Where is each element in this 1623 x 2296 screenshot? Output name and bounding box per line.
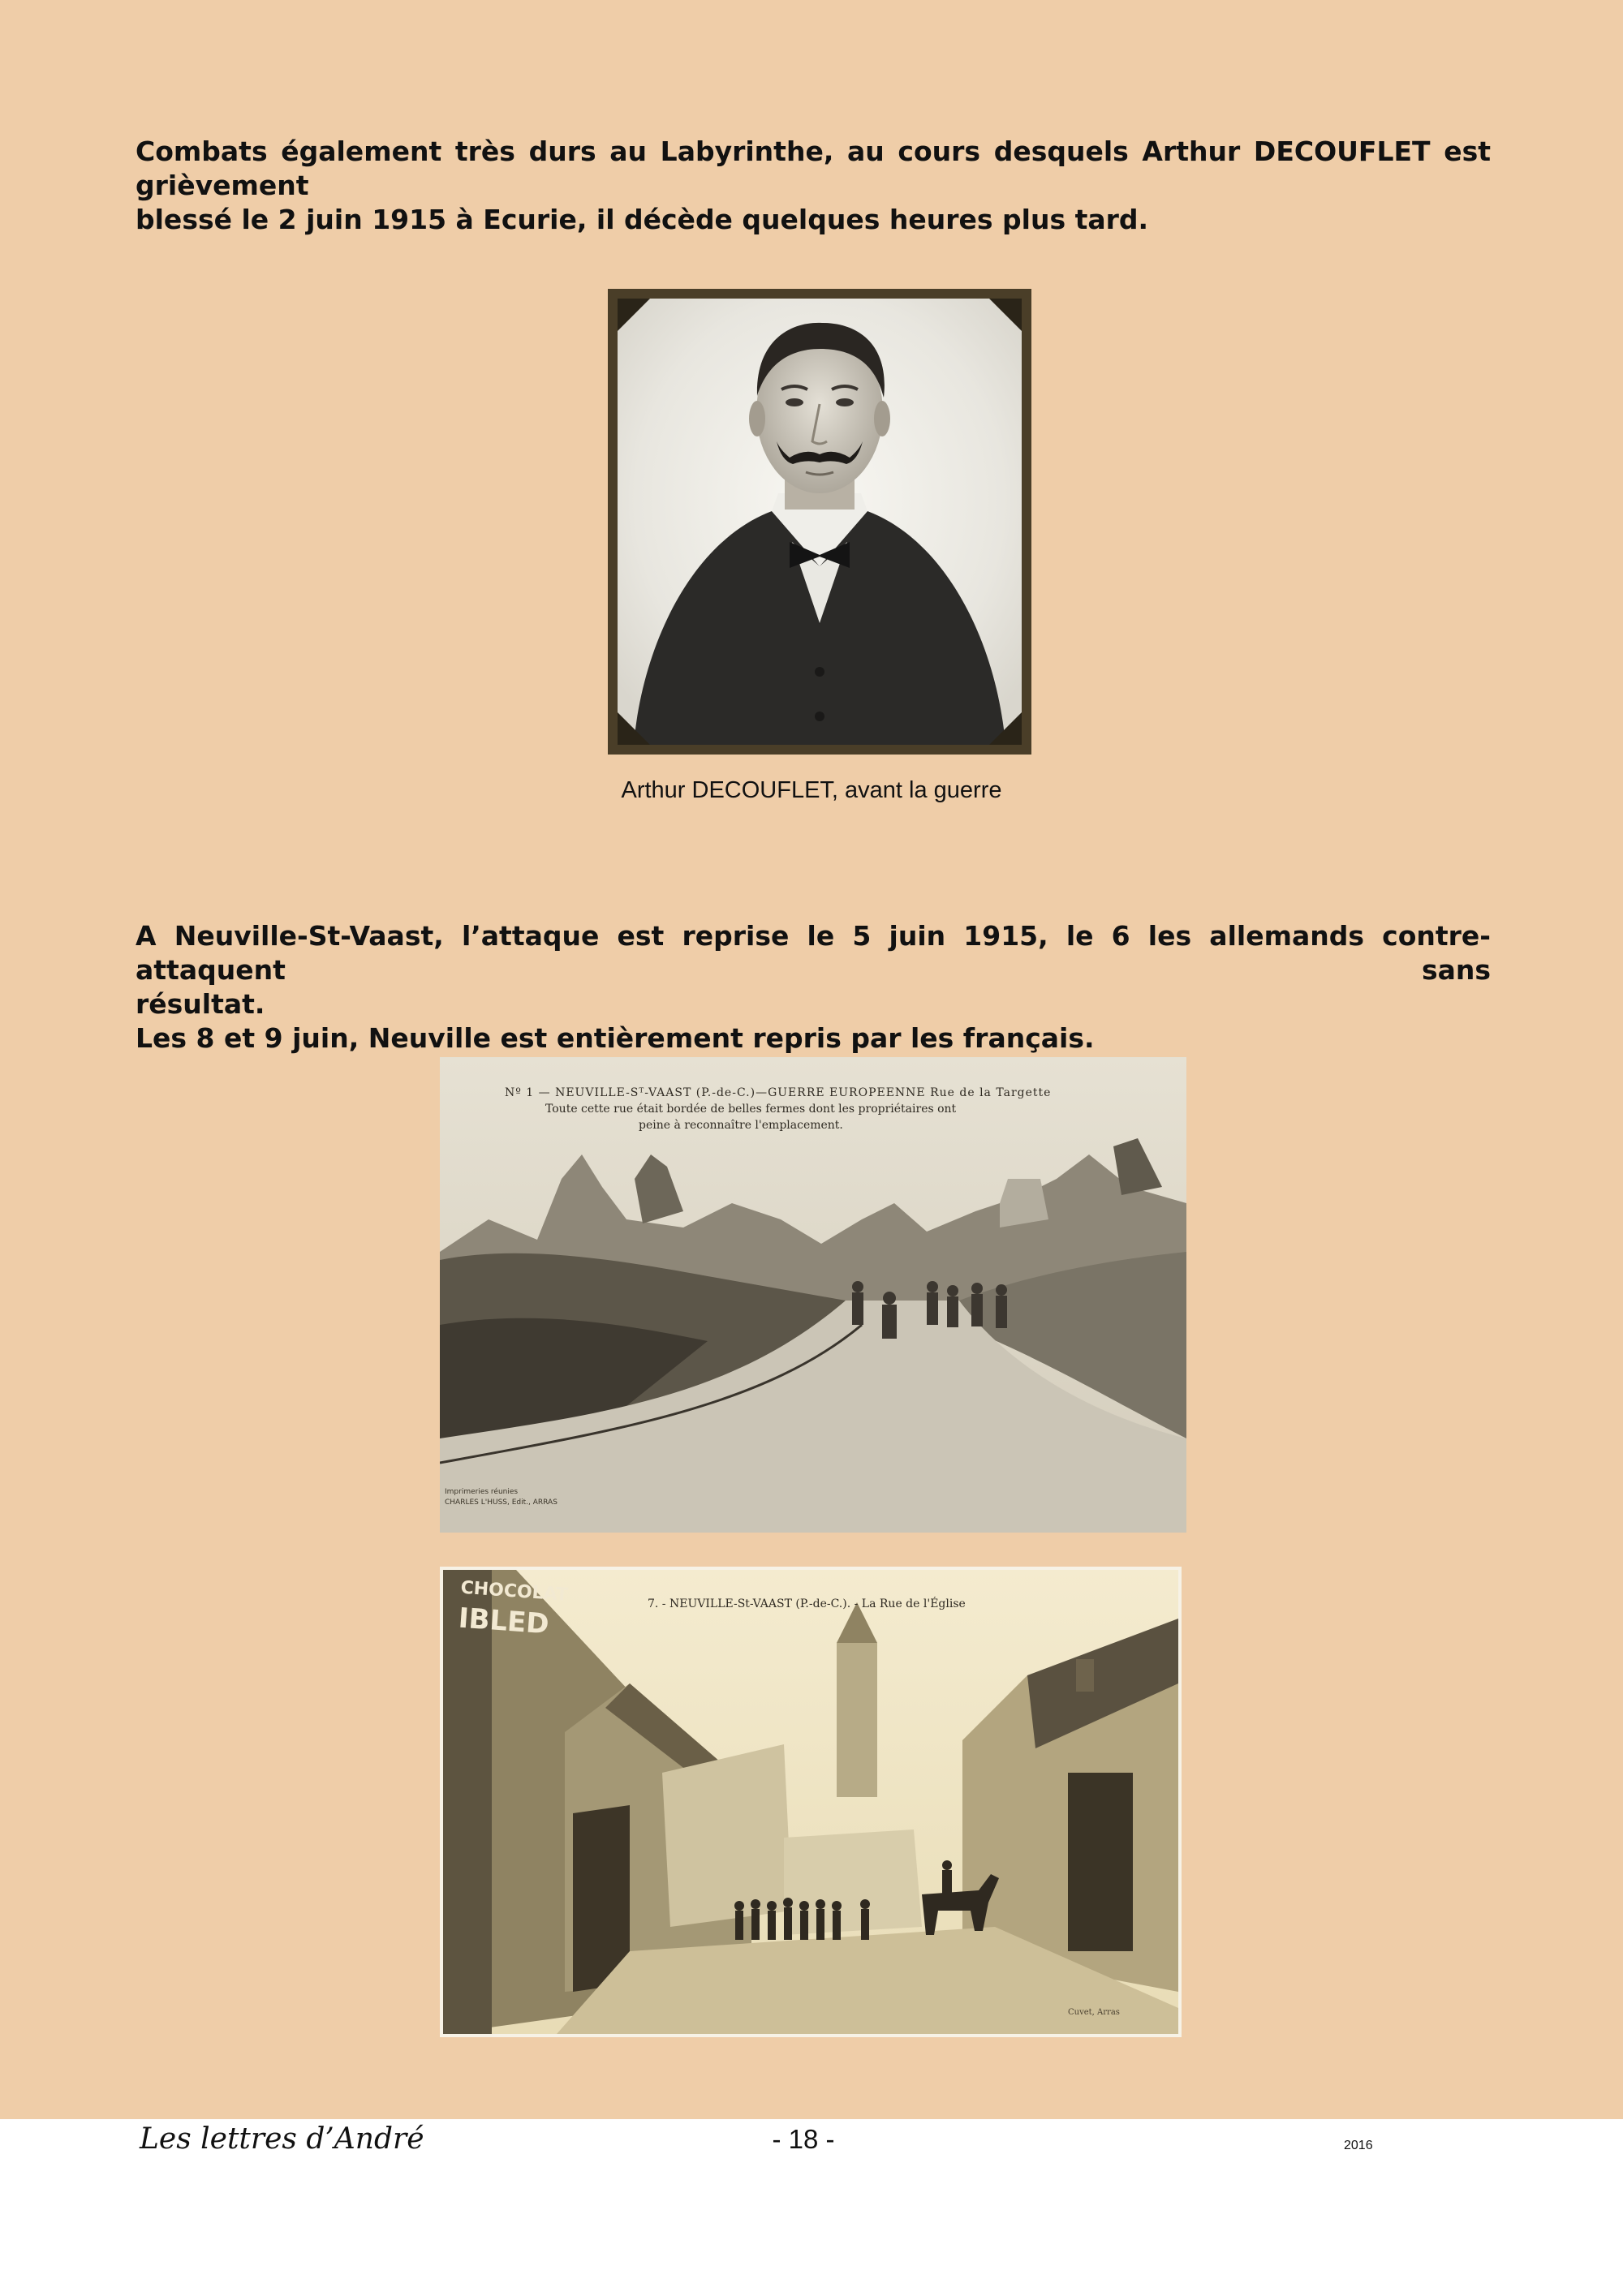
paragraph-line: Combats également très durs au Labyrinthe, au cours desquels Arthur DECOUFLET est grièvement (136, 135, 1491, 201)
sign-line: CHOCOLAT (459, 1577, 569, 1606)
postcard-caption-line: Nº 1 — NEUVILLE-Sᵀ-VAAST (P.-de-C.)—GUERRE EUROPEENNE Rue de la Targette (505, 1086, 1052, 1099)
postcard-caption: 7. - NEUVILLE-St-VAAST (P.-de-C.). - La Rue de l'Église (648, 1597, 966, 1610)
chocolat-ibled-sign (457, 1576, 569, 1641)
paragraph-line: A Neuville-St-Vaast, l’attaque est reprise le 5 juin 1915, le 6 les allemands contre-attaquent sans (136, 920, 1491, 986)
postcard-publisher: Cuvet, Arras (1068, 2008, 1120, 2017)
postcard-street-illustration (443, 1570, 1178, 2034)
paragraph-line: Les 8 et 9 juin, Neuville est entièrement repris par les français. (136, 1022, 1095, 1054)
postcard-rue-de-l-eglise (440, 1567, 1182, 2037)
paragraph-labyrinthe (136, 135, 1491, 237)
publisher-line: CHARLES L'HUSS, Edit., ARRAS (445, 1498, 558, 1507)
portrait-illustration (618, 299, 1022, 745)
paragraph-line: résultat. (136, 988, 265, 1020)
paragraph-line: blessé le 2 juin 1915 à Ecurie, il décède quelques heures plus tard. (136, 204, 1149, 235)
sign-line: IBLED (457, 1602, 550, 1641)
postcard-publisher (445, 1487, 558, 1508)
portrait-photo-frame (608, 289, 1031, 755)
portrait-photo (618, 299, 1022, 745)
footer-year: 2016 (1344, 2139, 1373, 2152)
paragraph-neuville (136, 919, 1491, 1056)
postcard-caption-line: peine à reconnaître l'emplacement. (639, 1119, 843, 1132)
portrait-caption: Arthur DECOUFLET, avant la guerre (621, 777, 1002, 803)
publisher-line: Imprimeries réunies (445, 1488, 519, 1496)
footer-publication-title: Les lettres d’André (140, 2122, 424, 2156)
footer-page-number: - 18 - (772, 2124, 835, 2154)
postcard-caption-line: Toute cette rue était bordée de belles fermes dont les propriétaires ont (545, 1103, 957, 1116)
postcard-rue-de-la-targette (440, 1057, 1186, 1533)
